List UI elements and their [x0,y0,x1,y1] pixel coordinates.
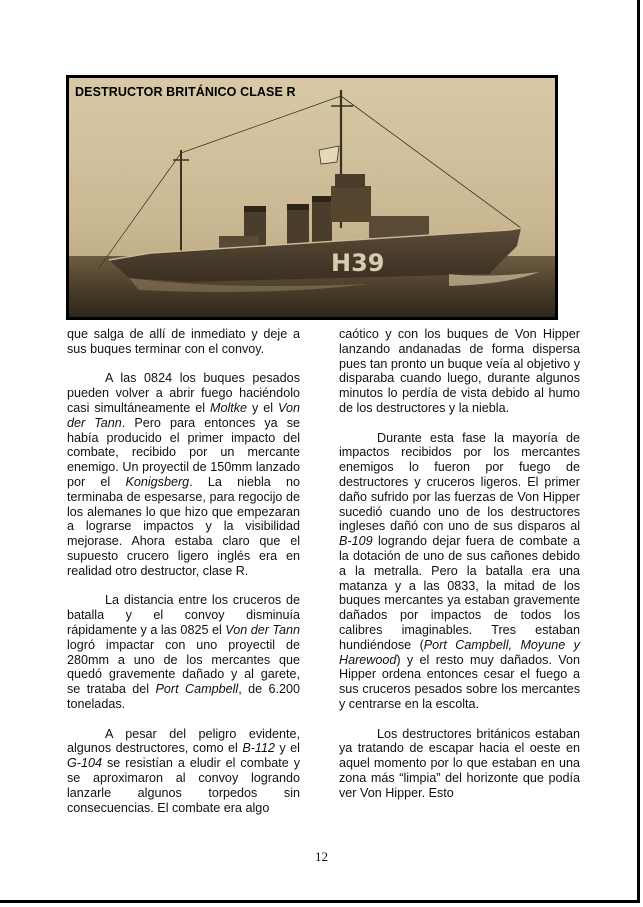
text-run: Los destructores británicos estaban ya tratando de escapar hacia el oeste en aquel momento por lo que estaban en una zona más “limpia” del horizonte que podía ver Von Hipper. Esto [339,726,580,800]
text-run: y el [247,400,279,415]
text-run: logrando dejar fuera de combate a la dotación de uno de sus cañones debido a la metralla. Pero la batalla era una matanza y a las 0833, la mitad de los buques mercantes ya estaban gravemente dañados por impactos de todos los calibres imaginables. Tres estaban hundiéndose ( [339,534,580,652]
text-run: que salga de allí de inmediato y deje a sus buques terminar con el convoy. [67,327,300,356]
page-number: 12 [315,849,328,864]
text-run: La distancia entre los cruceros de batalla y el convoy disminuía rápidamente y a las 0825 el [67,593,300,637]
destroyer-illustration [69,78,555,317]
text-run: caótico y con los buques de Von Hipper lanzando andanadas de forma dispersa pues tan pronto un buque veía al objetivo y disparaba cuando luego, durante algunos minutos lo perdía de vista debido al humo de los destructores y la niebla. [339,327,580,415]
figure-caption: DESTRUCTOR BRITÁNICO CLASE R [75,85,296,99]
paragraph [339,327,580,416]
italic-text: B-109 [339,534,373,549]
text-run: , de 6.200 toneladas. [67,682,300,711]
italic-text: Port Campbell, Moyune y Harewood [339,637,580,667]
italic-text: Von der Tann [67,400,300,430]
right-column [339,327,580,815]
paragraph [67,327,300,357]
text-run: se resistían a eludir el combate y se aproximaron al convoy logrando lanzarle algunos torpedos sin consecuencias. El combate era algo [67,756,300,815]
italic-text: G-104 [67,756,103,771]
paragraph [67,593,300,711]
text-run: y el [274,741,300,756]
italic-text: Konigsberg [125,474,190,489]
text-run: A las 0824 los buques pesados pueden volver a abrir fuego haciéndolo casi simultáneamente el [67,371,300,415]
text-run: Durante esta fase la mayoría de impactos recibidos por los mercantes enemigos lo fueron por fuego de destructores y cruceros ligeros. El primer daño sufrido por las fuerzas de Von Hipper sucedió cuando uno de los destructores ingleses dañó con uno de sus disparos al [339,430,580,534]
hull-number: H39 [331,249,385,277]
paragraph [339,431,580,712]
text-run: . La niebla no terminaba de espesarse, para regocijo de los alemanes lo que hizo que empezaran a lograrse impactos y la visibilidad mejorase. Ahora estaba claro que el supuesto crucero ligero inglés era en realidad otro destructor, clase R. [67,474,300,578]
paragraph [67,727,300,816]
text-run: . Pero para entonces ya se había producido el primer impacto del combate, recibido por un mercante enemigo. Un proyectil de 150mm lanzado por el [67,415,300,489]
destroyer-photo [66,75,558,320]
text-run: logró impactar con uno proyectil de 280mm a uno de los mercantes que quedó gravemente dañado y al garete, se trataba del [67,637,300,697]
text-run: A pesar del peligro evidente, algunos destructores, como el [67,726,300,756]
paragraph [339,727,580,801]
text-run: ) y el resto muy dañados. Von Hipper ordena entonces cesar el fuego a sus cruceros pesados sobre los mercantes y centrarse en la escolta. [339,652,580,711]
paragraph [67,371,300,578]
left-column [67,327,300,830]
italic-text: Port Campbell [155,682,239,697]
italic-text: Von der Tann [225,622,300,637]
italic-text: B-112 [242,741,275,756]
italic-text: Moltke [209,400,248,415]
